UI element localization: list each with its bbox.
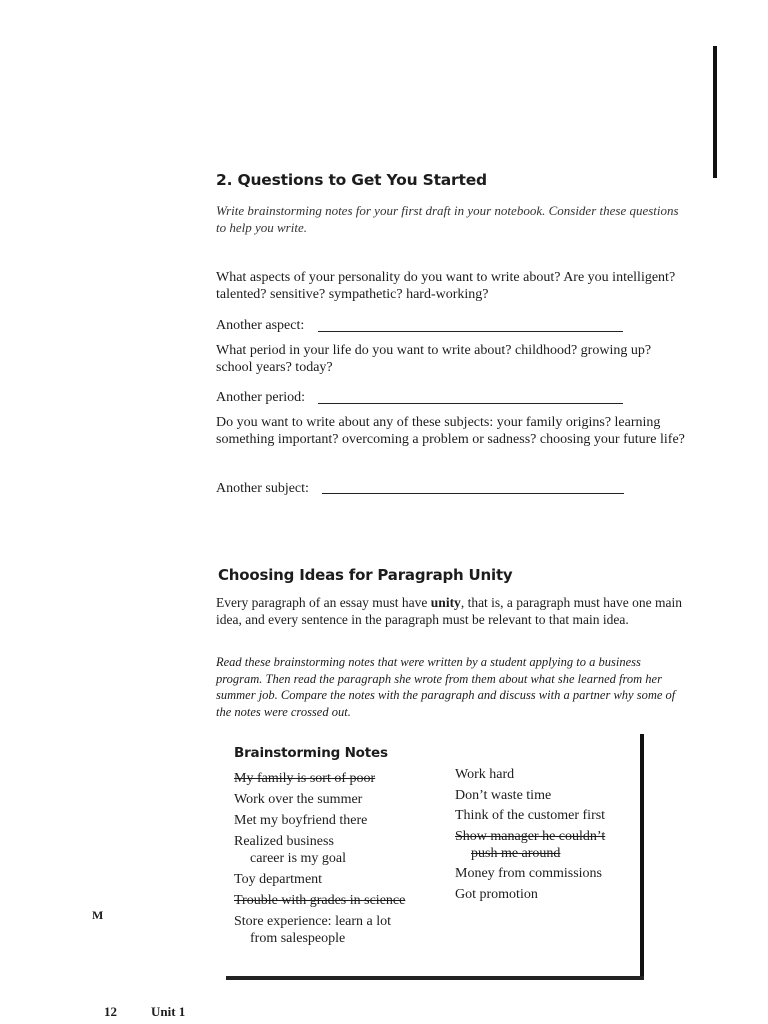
another-period-label: Another period: [216, 390, 306, 405]
unity-body-start: Every paragraph of an essay must have [216, 595, 431, 610]
note-text: Work hard [455, 767, 515, 782]
note-text: Work over the summer [234, 792, 363, 807]
note-item [234, 791, 444, 808]
note-text: Trouble with grades in science [234, 893, 406, 908]
note-text: Met my boyfriend there [234, 813, 368, 828]
note-item [234, 812, 444, 829]
note-text: Got promotion [455, 886, 538, 902]
note-text-continued: push me around [471, 845, 561, 861]
unity-body [216, 595, 688, 628]
note-item [234, 770, 444, 787]
note-text: Money from commissions [455, 866, 602, 881]
note-text: Show manager he couldn’t [455, 828, 606, 844]
unity-instructions: Read these brainstorming notes that were written by a student applying to a business program. Then read the paragraph she wrote from them about what she learned from her summer job. Compare the notes with the paragraph and discuss with a partner why some of the notes were crossed out. [216, 655, 676, 719]
another-period-blank-line [318, 403, 623, 404]
notes-box-bottom-border [226, 976, 644, 980]
note-text: Don’t waste time [455, 787, 552, 803]
unity-heading: Choosing Ideas for Paragraph Unity [218, 566, 513, 584]
note-text: My family is sort of poor [234, 771, 376, 786]
question-subjects: Do you want to write about any of these subjects: your family origins? learning something important? overcoming a problem or sadness? choosing your future life? [216, 415, 685, 447]
another-subject-label: Another subject: [216, 481, 309, 496]
note-item [455, 828, 640, 862]
note-item [455, 865, 640, 882]
note-text-continued: career is my goal [250, 851, 347, 866]
page-edge-bar [713, 46, 717, 178]
section-heading: 2. Questions to Get You Started [216, 171, 487, 189]
note-text: Think of the customer first [455, 808, 606, 823]
another-subject-blank-line [322, 493, 624, 494]
margin-mark: M [92, 908, 104, 922]
another-aspect-blank-line [318, 331, 623, 332]
notes-title: Brainstorming Notes [234, 745, 388, 761]
question-period: What period in your life do you want to write about? childhood? growing up? school years? today? [216, 343, 652, 375]
another-aspect-label: Another aspect: [216, 318, 305, 333]
unity-body-end: , that is, a paragraph must have one main idea, and every sentence in the paragraph must be relevant to that main idea. [216, 595, 682, 627]
page-number: 12 [104, 1004, 117, 1019]
notes-left-column [234, 770, 444, 951]
note-text: Toy department [234, 872, 323, 887]
note-item [234, 833, 444, 867]
notes-right-column [455, 766, 640, 906]
note-item [455, 807, 640, 824]
note-item [234, 871, 444, 888]
note-item [455, 886, 640, 903]
section-instructions: Write brainstorming notes for your first draft in your notebook. Consider these questions to help you write. [216, 203, 679, 235]
note-item [234, 892, 444, 909]
note-item [455, 787, 640, 804]
note-item [455, 766, 640, 783]
unit-label: Unit 1 [151, 1004, 186, 1019]
note-text-continued: from salespeople [250, 931, 346, 946]
notes-box-right-border [640, 734, 644, 980]
note-item [234, 913, 444, 947]
unity-term: unity [430, 595, 461, 610]
question-personality: What aspects of your personality do you want to write about? Are you intelligent? talented? sensitive? sympathetic? hard-working? [216, 270, 676, 302]
note-text: Store experience: learn a lot [234, 914, 392, 929]
note-text: Realized business [234, 834, 334, 849]
